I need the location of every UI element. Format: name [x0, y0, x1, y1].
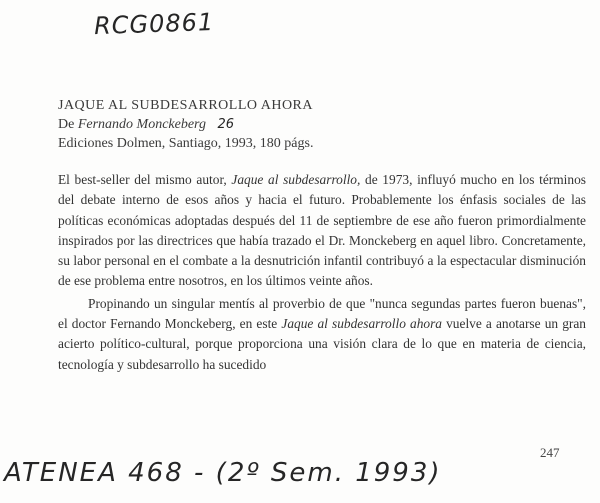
paragraph-2 — [58, 294, 586, 375]
paragraph-1-start: El best-seller del mismo autor, — [58, 172, 232, 187]
book-title: JAQUE AL SUBDESARROLLO AHORA — [58, 98, 314, 113]
review-body — [58, 170, 586, 375]
handwritten-inline-note: 26 — [217, 117, 235, 132]
author-prefix: De — [58, 117, 75, 132]
page-number: 247 — [540, 445, 560, 460]
publisher-line: Ediciones Dolmen, Santiago, 1993, 180 págs. — [58, 136, 314, 151]
author-name: Fernando Monckeberg — [77, 117, 206, 132]
review-header — [58, 96, 313, 153]
author-line — [58, 115, 313, 134]
paragraph-2-rest: vuelve a anotarse un gran acierto político-cultural, porque proporciona una visión clara de lo que en materia de ciencia, tecnología y subdesarrollo ha sucedido — [58, 316, 586, 372]
paragraph-1-book-title: Jaque al subdesarrollo, — [231, 172, 361, 187]
paragraph-2-book-title: Jaque al subdesarrollo ahora — [281, 316, 442, 332]
paragraph-1 — [58, 170, 586, 292]
handwritten-catalog-code: RCG0861 — [93, 7, 215, 41]
paragraph-2-start: Propinando un singular mentís al proverbio de que "nunca segundas partes fueron buenas", el doctor Fernando Monckeberg, en este — [58, 295, 586, 332]
handwritten-source-note: ATENEA 468 - (2º Sem. 1993) — [4, 458, 442, 488]
paragraph-1-rest: de 1973, influyó mucho en los términos del debate interno de esos años y hacia el futuro. Probablemente los énfasis sociales de las políticas económicas adoptadas después del 11 de septiembre de ese año fueron primordialmente inspirados por las directrices que había trazado el Dr. Monckeberg en aquel libro. Concretamente, su labor personal en el combate a la desnutrición infantil contribuyó a la espectacular disminución de ese problema entre nosotros, en los últimos veinte años. — [58, 172, 586, 289]
